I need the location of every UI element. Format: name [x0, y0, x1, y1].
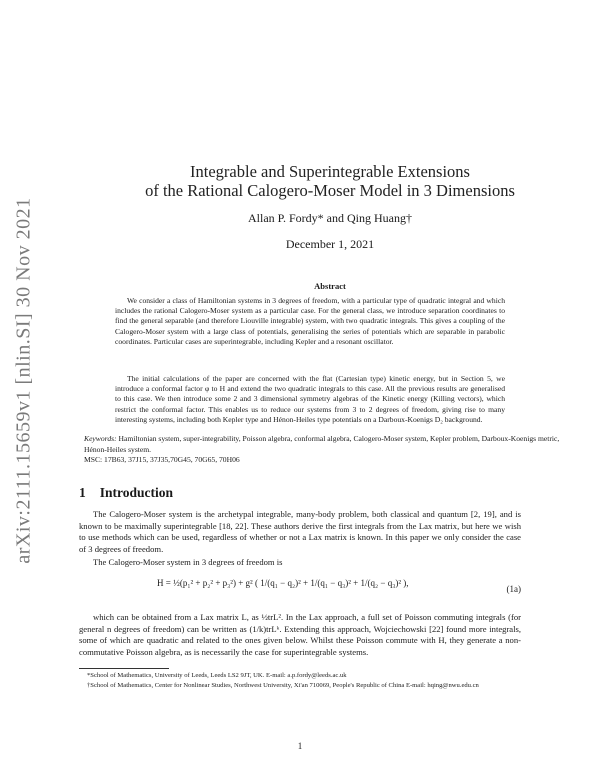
- abstract-para2-text: The initial calculations of the paper are concerned with the flat (Cartesian type) kinetic energy, but in Section 5, we introduce a conformal factor φ to H and extend the two quadratic integrals to this case. All the previous results are generalised to this case. We then introduce some 2 and 3 dimensional symmetry algebras of the Kinetic energy (Killing vectors), which restrict the conformal factor. This enables us to reduce our systems from 3 to 2 degrees of freedom, giving rise to many interesting systems, including both Kepler type and Hénon-Heiles type potentials on a Darboux-Koenigs D₂ background.: [115, 374, 505, 424]
- arxiv-identifier-stamp: [6, 190, 42, 570]
- paper-date: December 1, 2021: [285, 237, 375, 251]
- footnote-1: *School of Mathematics, University of Leeds, Leeds LS2 9JT, UK. E-mail: a.p.fordy@leeds.ac.uk: [87, 672, 347, 679]
- footnote-rule: [79, 668, 169, 669]
- abstract-heading: Abstract: [314, 281, 346, 291]
- equation-expression: H = ½(p₁² + p₂² + p₃²) + g² ( 1/(q₁ − q₂)² + 1/(q₁ − q₃)² + 1/(q₂ − q₃)² ),: [157, 578, 409, 588]
- section-number: 1: [79, 485, 86, 500]
- intro-para1-text: The Calogero-Moser system is the archetypal integrable, many-body problem, both classical and quantum [2, 19], and is known to be maximally superintegrable [18, 22]. These authors derive the first integrals from the Lax matrix, but here we wish to use methods which can be used, regardless of whether or not a Lax matrix is known. In this paper we only consider the case of 3 degrees of freedom.: [79, 509, 521, 554]
- intro-paragraph-1: [79, 509, 521, 555]
- equation-number: (1a): [506, 584, 521, 594]
- equation-1a: [79, 572, 521, 608]
- intro-para3-text: which can be obtained from a Lax matrix L, as ½trL². In the Lax approach, a full set of Poisson commuting integrals (for general n degrees of freedom) can be written as (1/k)trLᵏ. Extending this approach, Wojciechowski [22] found more integrals, some of which are quadratic and related to the ones given below. Whilst these Poisson commute with H, they generate a non-commutative Poisson algebra, as is necessarily the case for superintegrable systems.: [79, 612, 521, 657]
- page-number: 1: [297, 741, 303, 751]
- abstract-paragraph-2: [115, 374, 505, 425]
- intro-paragraph-3: [79, 612, 521, 658]
- section-heading: [79, 485, 173, 501]
- intro-paragraph-2: [79, 557, 521, 569]
- paper-authors: Allan P. Fordy* and Qing Huang†: [248, 211, 412, 225]
- intro-para2-text: The Calogero-Moser system in 3 degrees of freedom is: [93, 557, 283, 567]
- paper-title-line-1: Integrable and Superintegrable Extensions: [190, 162, 470, 181]
- abstract-para1-text: We consider a class of Hamiltonian systems in 3 degrees of freedom, with a particular type of quadratic integral and which includes the rational Calogero-Moser system as a particular case. For the general class, we introduce separation coordinates to find the general separable (and therefore Liouville integrable) system, with two quadratic integrals. This gives a coupling of the Calogero-Moser system with a large class of potentials, generalising the series of potentials which are separable in parabolic coordinates. Particular cases are superintegrable, including Kepler and a resonant oscillator.: [115, 296, 505, 346]
- footnote-2: †School of Mathematics, Center for Nonlinear Studies, Northwest University, Xi'an 710069, People's Republic of China E-mail: hqing@nwu.edu.cn: [87, 682, 479, 689]
- msc-codes: MSC: 17B63, 37J15, 37J35,70G45, 70G65, 70H06: [84, 455, 240, 464]
- keywords-text: Hamiltonian system, super-integrability, Poisson algebra, conformal algebra, Calogero-Moser system, Kepler problem, Darboux-Koenigs metric, Hénon-Heiles system.: [84, 434, 560, 454]
- keywords-block: [84, 434, 560, 466]
- arxiv-id-text: arXiv:2111.15659v1 [nlin.SI] 30 Nov 2021: [12, 196, 35, 564]
- paper-title-line-2: of the Rational Calogero-Moser Model in 3 Dimensions: [145, 181, 515, 200]
- abstract-paragraph-1: [115, 296, 505, 347]
- section-title: Introduction: [99, 485, 174, 500]
- keywords-label: Keywords:: [84, 434, 117, 443]
